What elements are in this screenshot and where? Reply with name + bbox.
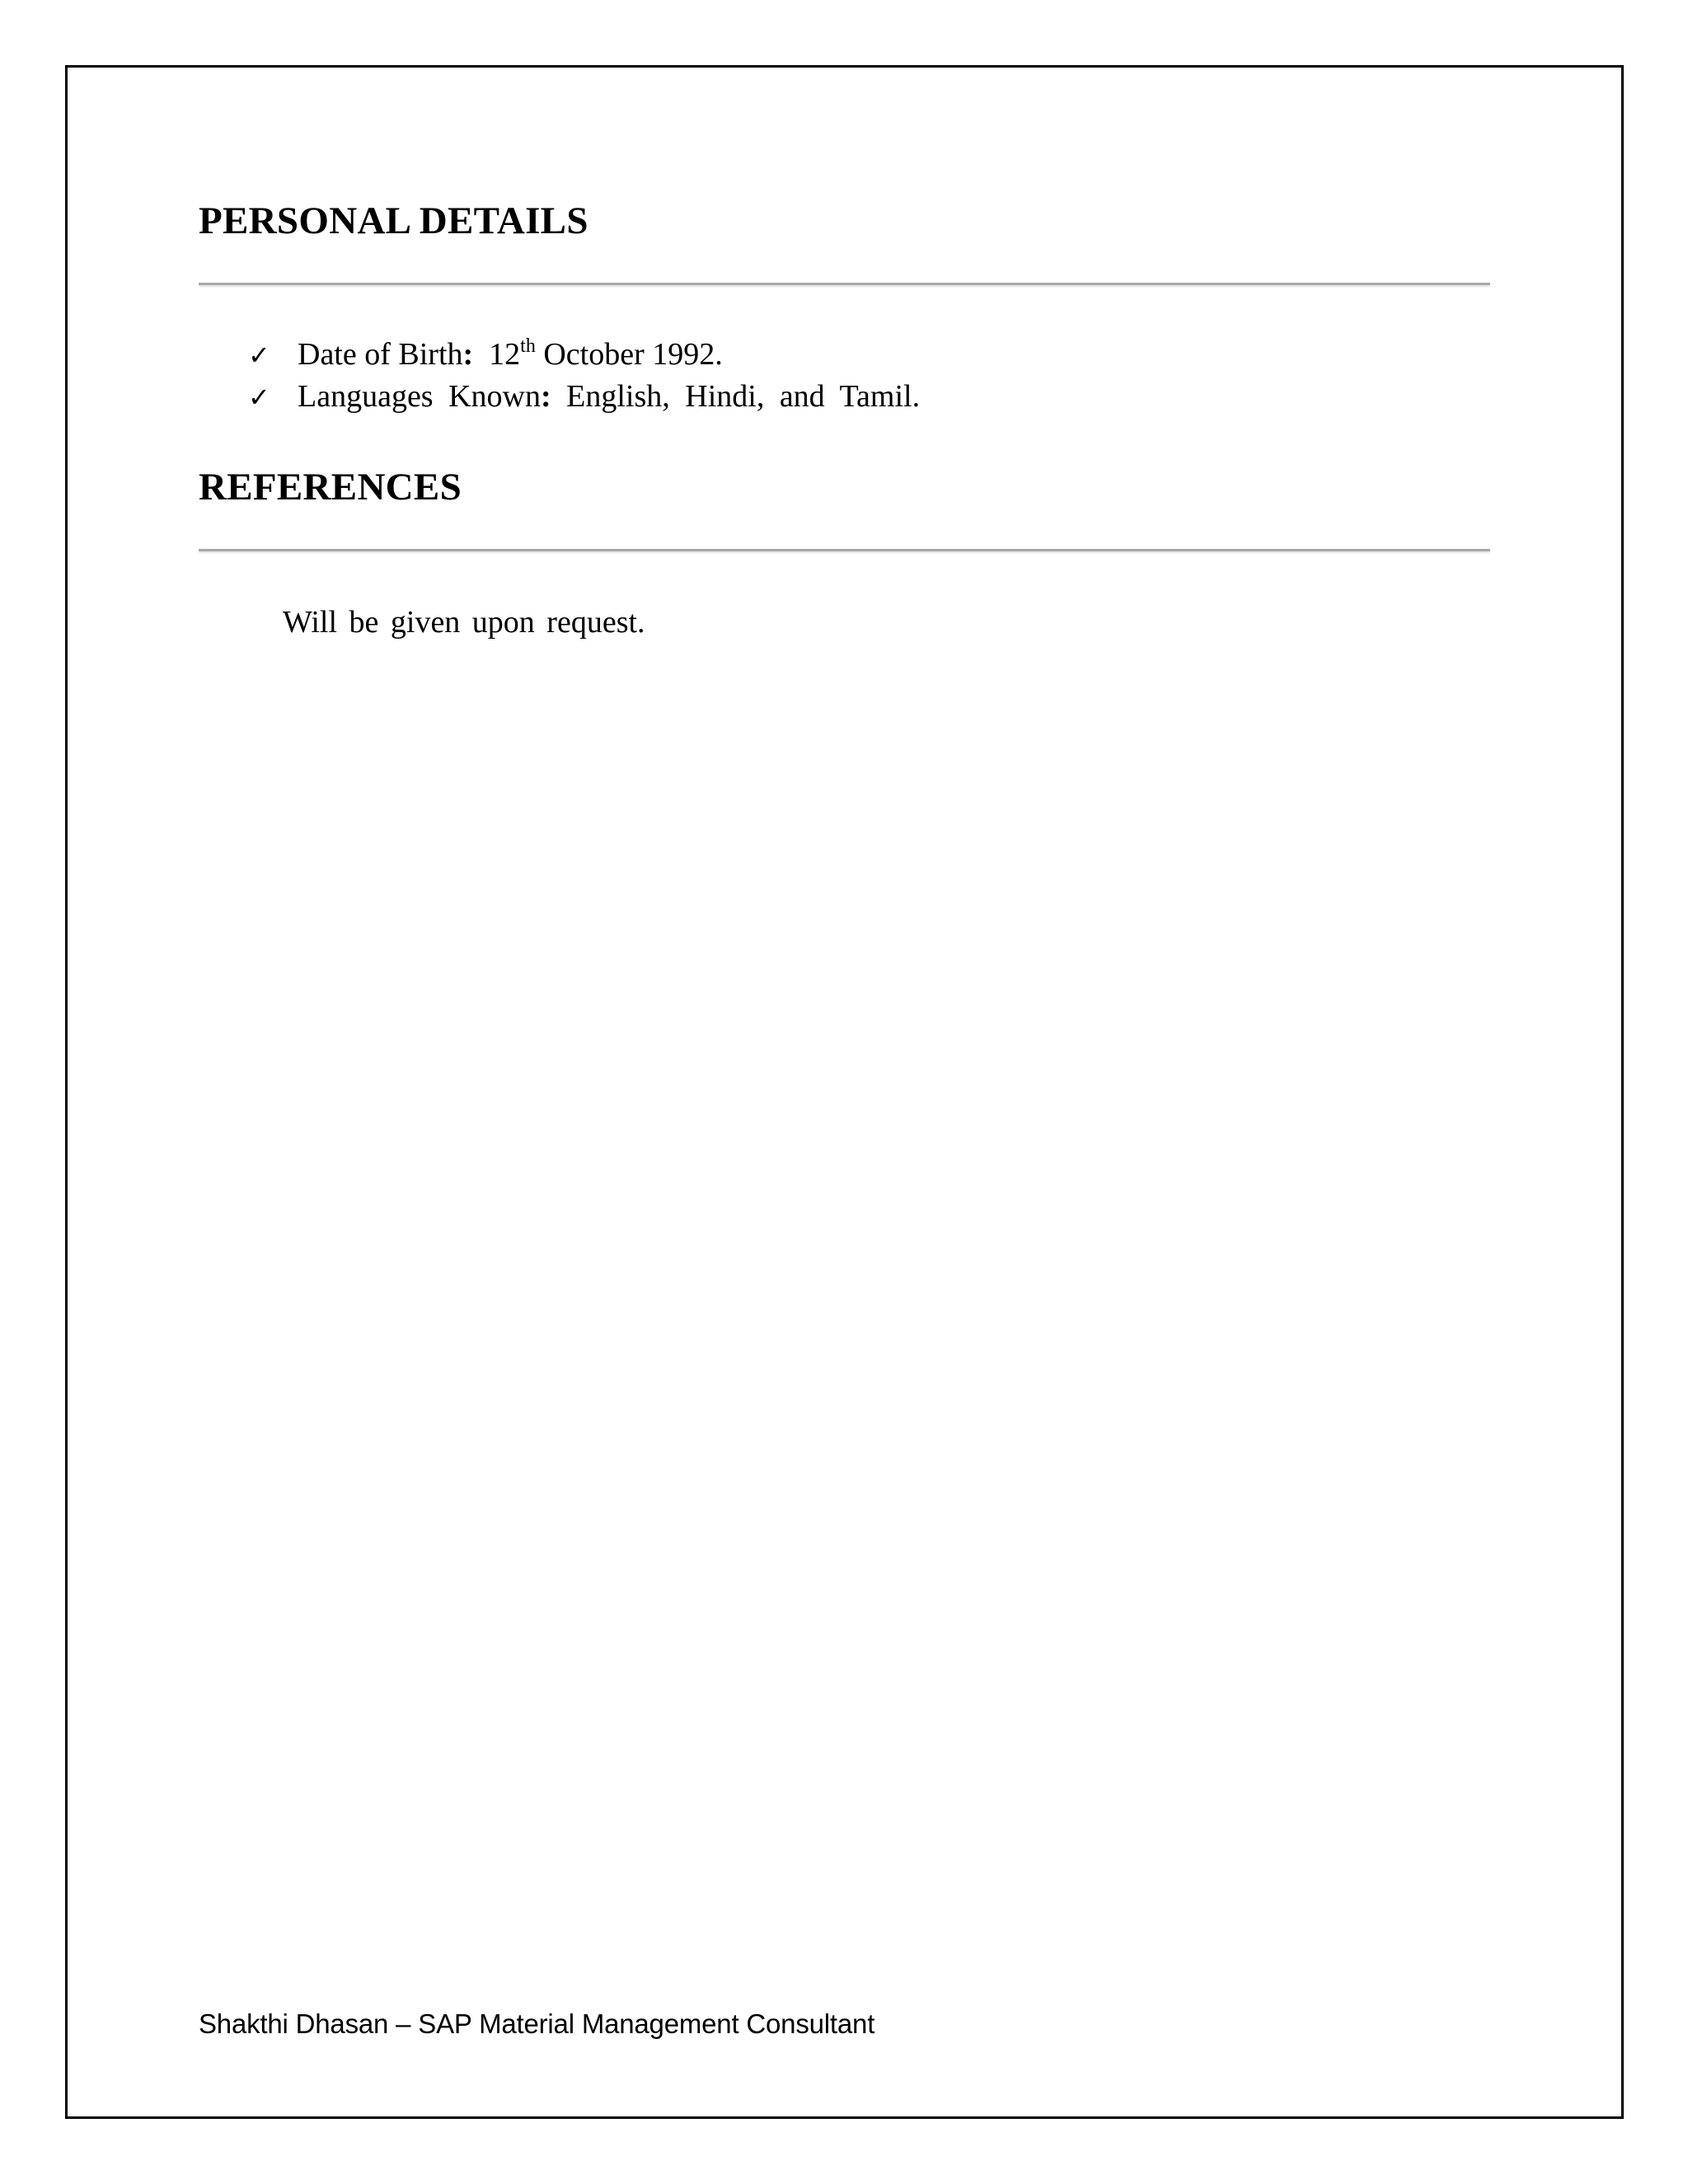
languages-separator: : <box>540 379 551 414</box>
languages-value: English, Hindi, and Tamil. <box>566 379 921 414</box>
date-of-birth-rest: October 1992. <box>535 337 723 372</box>
section-divider <box>199 283 1490 285</box>
check-icon: ✓ <box>248 382 270 413</box>
date-of-birth-separator: : <box>462 337 474 372</box>
page-footer: Shakthi Dhasan – SAP Material Management Consultant <box>199 2008 875 2039</box>
date-of-birth-label: Date of Birth <box>298 337 463 372</box>
languages-text <box>298 378 920 415</box>
references-text: Will be given upon request. <box>283 605 645 640</box>
list-item-languages <box>248 378 920 420</box>
date-of-birth-text <box>298 336 723 373</box>
personal-details-heading: PERSONAL DETAILS <box>199 199 588 242</box>
check-icon: ✓ <box>248 340 270 371</box>
references-heading: REFERENCES <box>199 466 462 509</box>
personal-details-list <box>248 336 920 420</box>
date-of-birth-suffix: th <box>520 335 536 357</box>
list-item-date-of-birth <box>248 336 920 378</box>
date-of-birth-day: 12 <box>489 337 521 372</box>
languages-label: Languages Known <box>298 379 541 414</box>
section-divider <box>199 549 1490 551</box>
